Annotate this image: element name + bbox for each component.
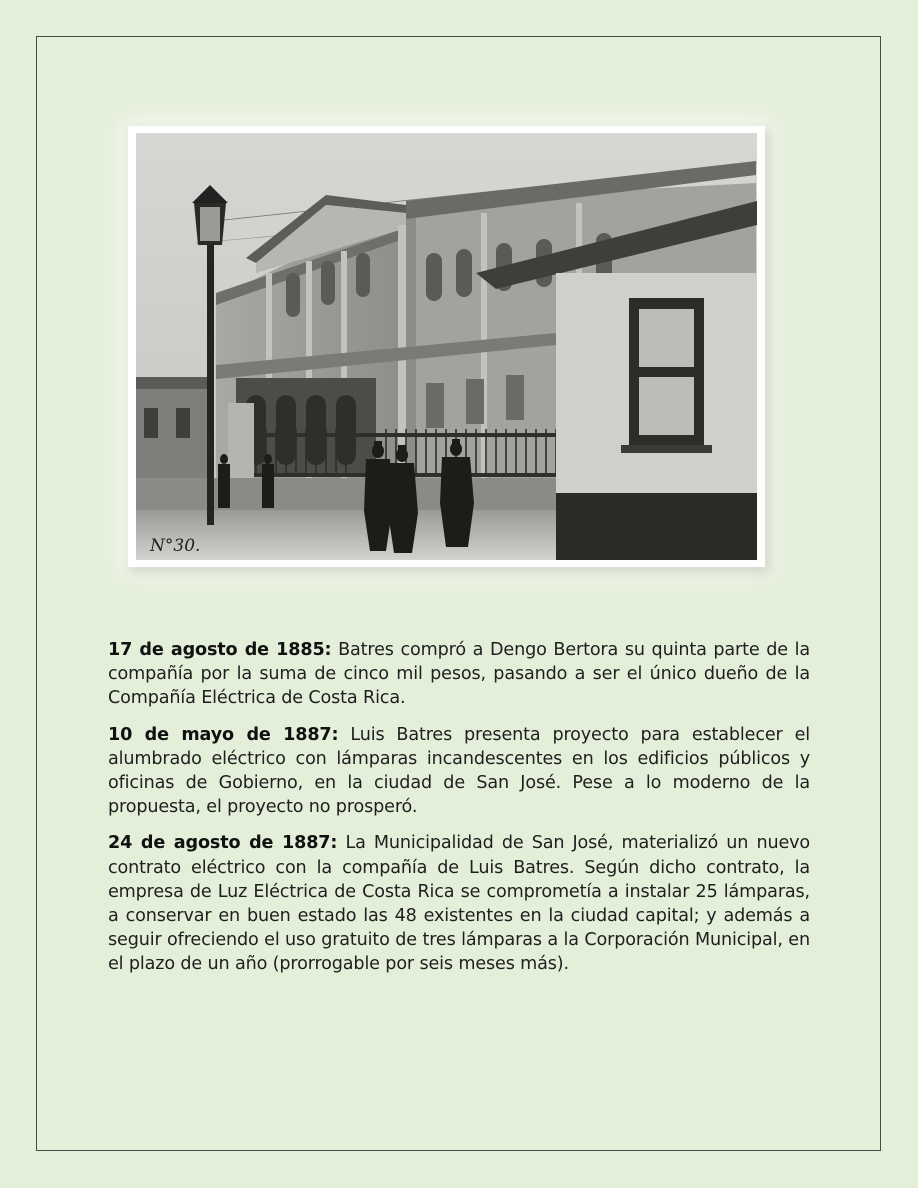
historic-photo-frame [128,126,765,567]
timeline-entry [108,638,810,711]
timeline-entry [108,831,810,976]
timeline-entry [108,723,810,820]
entry-text: Batres compró a Dengo Bertora su quinta parte de la compañía por la suma de cinco mil pesos, pasando a ser el único dueño de la Compañía Eléctrica de Costa Rica. [108,640,810,709]
photo-number-mark: N°30. [150,536,201,556]
entry-date: 24 de agosto de 1887: [108,833,338,854]
entry-date: 10 de mayo de 1887: [108,724,339,745]
entry-text: La Municipalidad de San José, materializó un nuevo contrato eléctrico con la compañía de Luis Batres. Según dicho contrato, la empresa de Luz Eléctrica de Costa Rica se comprometía a instalar 25 lámparas, a conservar en buen estado las 48 existentes en la ciudad capital; y además a seguir ofreciendo el uso gratuito de tres lámparas a la Corporación Municipal, en el plazo de un año (prorrogable por seis meses más). [108,833,810,975]
entry-text: Luis Batres presenta proyecto para establecer el alumbrado eléctrico con lámparas incandescentes en los edificios públicos y oficinas de Gobierno, en la ciudad de San José. Pese a lo moderno de la propuesta, el proyecto no prosperó. [108,724,810,818]
historic-building-photo [136,133,757,560]
timeline-text [108,638,810,989]
entry-date: 17 de agosto de 1885: [108,640,332,660]
